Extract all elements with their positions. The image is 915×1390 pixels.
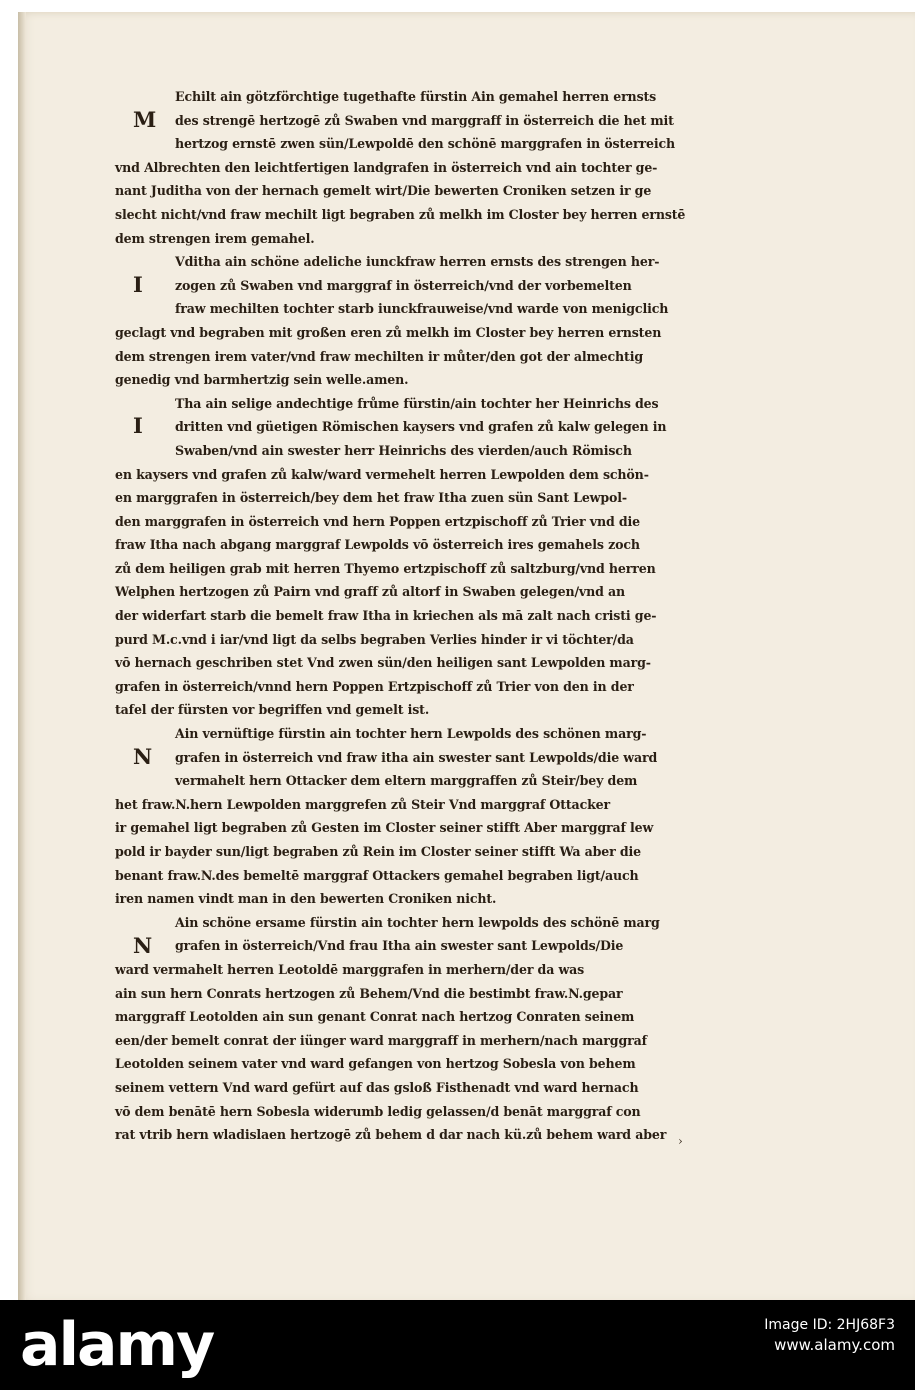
text-line: Leotolden seinem vater vnd ward gefangen von hertzog Sobesla von behem [115, 1056, 636, 1072]
text-line: den marggrafen in österreich vnd hern Poppen ertzpischoff zů Trier vnd die [115, 513, 640, 529]
brand-logo: alamy [20, 1310, 214, 1380]
text-line: fraw mechilten tochter starb iunckfrauweise/vnd warde von menigclich [175, 301, 669, 317]
text-line: grafen in österreich/Vnd frau Itha ain swester sant Lewpolds/Die [175, 938, 624, 954]
initial-letter: N [133, 743, 153, 769]
text-line: seinem vettern Vnd ward gefürt auf das gsloß Fisthenadt vnd ward hernach [115, 1079, 639, 1095]
text-line: dem strengen irem vater/vnd fraw mechilten ir můter/den got der almechtig [115, 348, 644, 364]
text-line: Echilt ain götzförchtige tugethafte fürstin Ain gemahel herren ernsts [175, 89, 657, 104]
text-line: geclagt vnd begraben mit großen eren zů melkh im Closter bey herren ernsten [115, 324, 662, 340]
text-line: Welphen hertzogen zů Pairn vnd graff zů altorf in Swaben gelegen/vnd an [115, 584, 625, 600]
text-line: ir gemahel ligt begraben zů Gesten im Closter seiner stifft Aber marggraf lew [115, 820, 654, 836]
text-line: grafen in österreich/vnnd hern Poppen Ertzpischoff zů Trier von den in der [115, 678, 634, 694]
text-line: Swaben/vnd ain swester herr Heinrichs des vierden/auch Römisch [175, 442, 632, 458]
text-line: pold ir bayder sun/ligt begraben zů Rein im Closter seiner stifft Wa aber die [115, 844, 642, 859]
text-line: Ain vernüftige fürstin ain tochter hern Lewpolds des schönen marg- [175, 726, 647, 742]
text-line: marggraff Leotolden ain sun genant Conrat nach hertzog Conraten seinem [115, 1009, 635, 1025]
text-line: vnd Albrechten den leichtfertigen landgrafen in österreich vnd ain tochter ge- [115, 159, 658, 175]
text-line: grafen in österreich vnd fraw itha ain swester sant Lewpolds/die ward [175, 749, 658, 765]
text-line: vō dem benātē hern Sobesla widerumb ledig gelassen/d benāt marggraf con [115, 1103, 641, 1119]
text-line: genedig vnd barmhertzig sein welle.amen. [115, 372, 409, 388]
text-line: en kaysers vnd grafen zů kalw/ward vermehelt herren Lewpolden dem schön- [115, 466, 649, 482]
text-line: rat vtrib hern wladislaen hertzogē zů behem d dar nach kü.zů behem ward aber [115, 1127, 667, 1143]
text-line: en marggrafen in österreich/bey dem het fraw Itha zuen sün Sant Lewpol- [115, 490, 627, 506]
initial-letter: N [133, 932, 153, 958]
text-line: Tha ain selige andechtige frůme fürstin/ain tochter her Heinrichs des [175, 395, 659, 411]
text-line: tafel der fürsten vor begriffen vnd gemelt ist. [115, 702, 430, 718]
text-line: ward vermahelt herren Leotoldē marggrafen in merhern/der da was [115, 961, 585, 977]
text-line: dritten vnd güetigen Römischen kaysers vnd grafen zů kalw gelegen in [175, 419, 667, 435]
text-line: des strengē hertzogē zů Swaben vnd marggraff in österreich die het mit [175, 112, 674, 128]
page-mark: › [678, 1134, 683, 1148]
text-line: ain sun hern Conrats hertzogen zů Behem/Vnd die bestimbt fraw.N.gepar [115, 985, 623, 1001]
initial-letter: I [133, 413, 143, 439]
stock-info [764, 1315, 895, 1355]
text-line: hertzog ernstē zwen sün/Lewpoldē den schönē marggrafen in österreich [175, 136, 675, 152]
text-line: vō hernach geschriben stet Vnd zwen sün/den heiligen sant Lewpolden marg- [115, 655, 651, 671]
text-line: nant Juditha von der hernach gemelt wirt/Die bewerten Croniken setzen ir ge [115, 183, 652, 199]
text-line: het fraw.N.hern Lewpolden marggrefen zů Steir Vnd marggraf Ottacker [115, 796, 611, 812]
text-block [115, 85, 755, 1147]
text-line: der widerfart starb die bemelt fraw Itha in kriechen als mā zalt nach cristi ge- [115, 608, 657, 624]
text-line: Ain schöne ersame fürstin ain tochter hern lewpolds des schönē marg [175, 914, 660, 930]
initial-letter: M [133, 106, 157, 132]
image-id: Image ID: 2HJ68F3 [764, 1317, 895, 1333]
text-line: zogen zů Swaben vnd marggraf in österreich/vnd der vorbemelten [175, 277, 632, 293]
stock-url: www.alamy.com [774, 1336, 895, 1354]
text-line: iren namen vindt man in den bewerten Croniken nicht. [115, 891, 497, 907]
text-line: fraw Itha nach abgang marggraf Lewpolds vō österreich ires gemahels zoch [115, 537, 640, 553]
text-line: benant fraw.N.des bemeltē marggraf Ottackers gemahel begraben ligt/auch [115, 867, 639, 883]
initial-letter: I [133, 271, 143, 297]
text-line: dem strengen irem gemahel. [115, 230, 315, 246]
text-line: slecht nicht/vnd fraw mechilt ligt begraben zů melkh im Closter bey herren ernstē [115, 206, 686, 222]
text-line: een/der bemelt conrat der iünger ward marggraff in merhern/nach marggraf [115, 1032, 647, 1048]
text-line: purd M.c.vnd i iar/vnd ligt da selbs begraben Verlies hinder ir vi töchter/da [115, 631, 634, 647]
text-line: vermahelt hern Ottacker dem eltern marggraffen zů Steir/bey dem [175, 773, 638, 789]
text-line: zů dem heiligen grab mit herren Thyemo ertzpischoff zů saltzburg/vnd herren [115, 560, 656, 576]
text-line: Vditha ain schöne adeliche iunckfraw herren ernsts des strengen her- [175, 254, 660, 270]
